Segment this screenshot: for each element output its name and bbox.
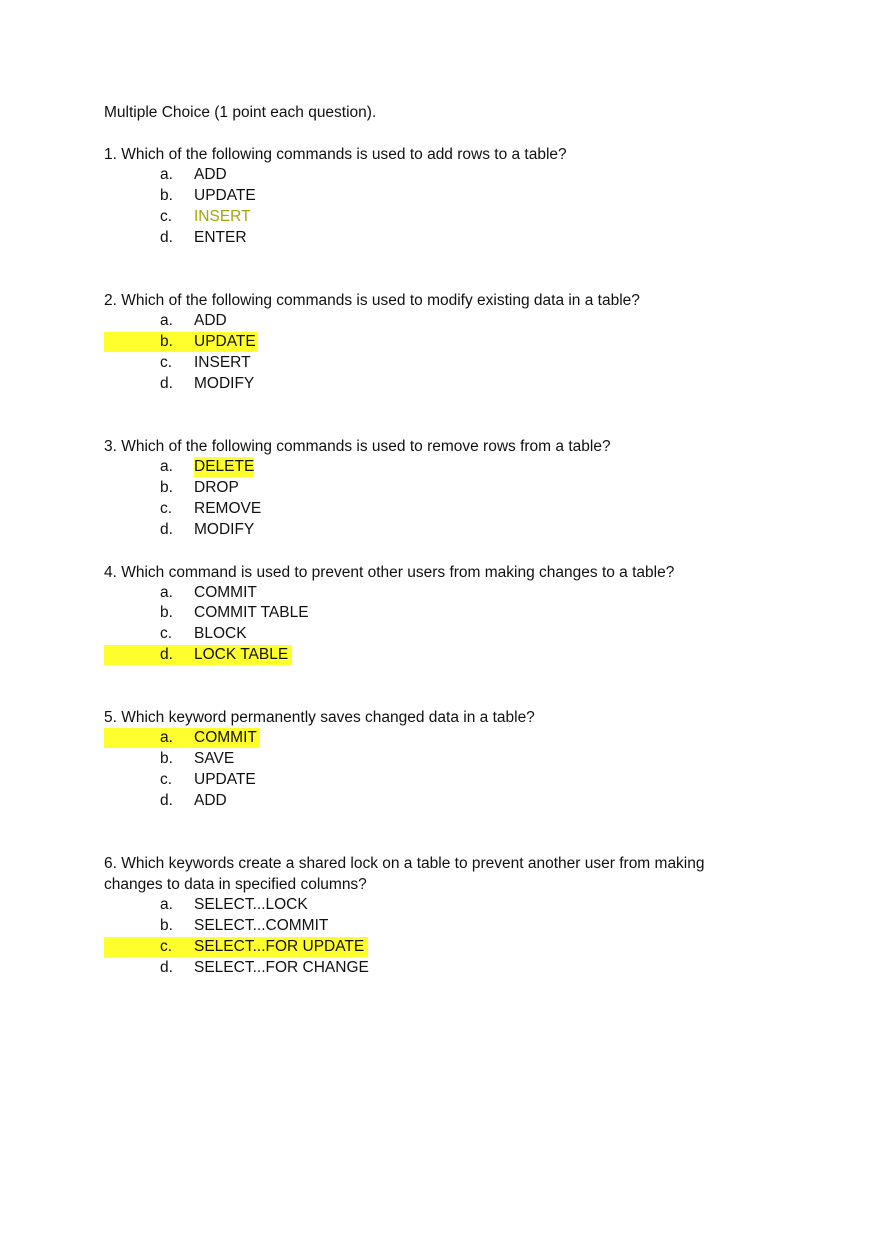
question-4-prompt: 4. Which command is used to prevent other users from making changes to a table?	[104, 564, 675, 581]
option-letter: b.	[160, 187, 173, 204]
question-5-option-a-answer	[104, 728, 260, 748]
question-2-option-b-answer	[104, 332, 258, 352]
question-5-prompt: 5. Which keyword permanently saves changed data in a table?	[104, 709, 535, 726]
option-text: SELECT...COMMIT	[194, 917, 329, 934]
option-letter: a.	[160, 896, 173, 913]
option-text: INSERT	[194, 208, 251, 225]
option-text: COMMIT	[194, 729, 257, 746]
option-letter: d.	[160, 959, 173, 976]
option-text: BLOCK	[194, 625, 247, 642]
option-letter: d.	[160, 375, 173, 392]
option-text: INSERT	[194, 354, 251, 371]
option-letter: d.	[160, 646, 173, 663]
option-letter: d.	[160, 521, 173, 538]
option-letter: c.	[160, 354, 173, 371]
option-letter: c.	[160, 208, 173, 225]
option-letter: a.	[160, 729, 173, 746]
option-text: ENTER	[194, 229, 247, 246]
question-3-prompt: 3. Which of the following commands is used to remove rows from a table?	[104, 438, 611, 455]
option-text: DELETE	[194, 458, 255, 475]
option-letter: a.	[160, 458, 173, 475]
option-text: SELECT...FOR UPDATE	[194, 938, 365, 955]
option-text: SAVE	[194, 750, 235, 767]
option-text: MODIFY	[194, 521, 255, 538]
question-6-prompt-line-1: 6. Which keywords create a shared lock on a table to prevent another user from making	[104, 855, 705, 872]
option-text: LOCK TABLE	[194, 646, 289, 663]
option-text: UPDATE	[194, 771, 256, 788]
option-text: DROP	[194, 479, 239, 496]
option-text: REMOVE	[194, 500, 262, 517]
option-text: MODIFY	[194, 375, 255, 392]
option-text: SELECT...LOCK	[194, 896, 308, 913]
option-text: ADD	[194, 312, 227, 329]
option-text: ADD	[194, 792, 227, 809]
question-1-prompt: 1. Which of the following commands is used to add rows to a table?	[104, 146, 567, 163]
question-6-prompt-line-2: changes to data in specified columns?	[104, 876, 367, 893]
option-letter: a.	[160, 584, 173, 601]
option-letter: b.	[160, 917, 173, 934]
option-letter: b.	[160, 604, 173, 621]
option-letter: c.	[160, 938, 173, 955]
quiz-header: Multiple Choice (1 point each question).	[104, 104, 377, 121]
option-letter: b.	[160, 479, 173, 496]
option-text: COMMIT	[194, 584, 257, 601]
option-letter: d.	[160, 229, 173, 246]
option-text: UPDATE	[194, 333, 256, 350]
option-letter: c.	[160, 771, 173, 788]
option-letter: a.	[160, 312, 173, 329]
option-text: COMMIT TABLE	[194, 604, 309, 621]
option-letter: a.	[160, 166, 173, 183]
option-letter: c.	[160, 625, 173, 642]
question-4-option-d-answer	[104, 645, 292, 665]
option-letter: c.	[160, 500, 173, 517]
option-letter: b.	[160, 750, 173, 767]
option-letter: d.	[160, 792, 173, 809]
option-text: UPDATE	[194, 187, 256, 204]
option-text: ADD	[194, 166, 227, 183]
option-letter: b.	[160, 333, 173, 350]
question-6-option-c-answer	[104, 937, 368, 957]
option-text: SELECT...FOR CHANGE	[194, 959, 369, 976]
question-2-prompt: 2. Which of the following commands is used to modify existing data in a table?	[104, 292, 640, 309]
